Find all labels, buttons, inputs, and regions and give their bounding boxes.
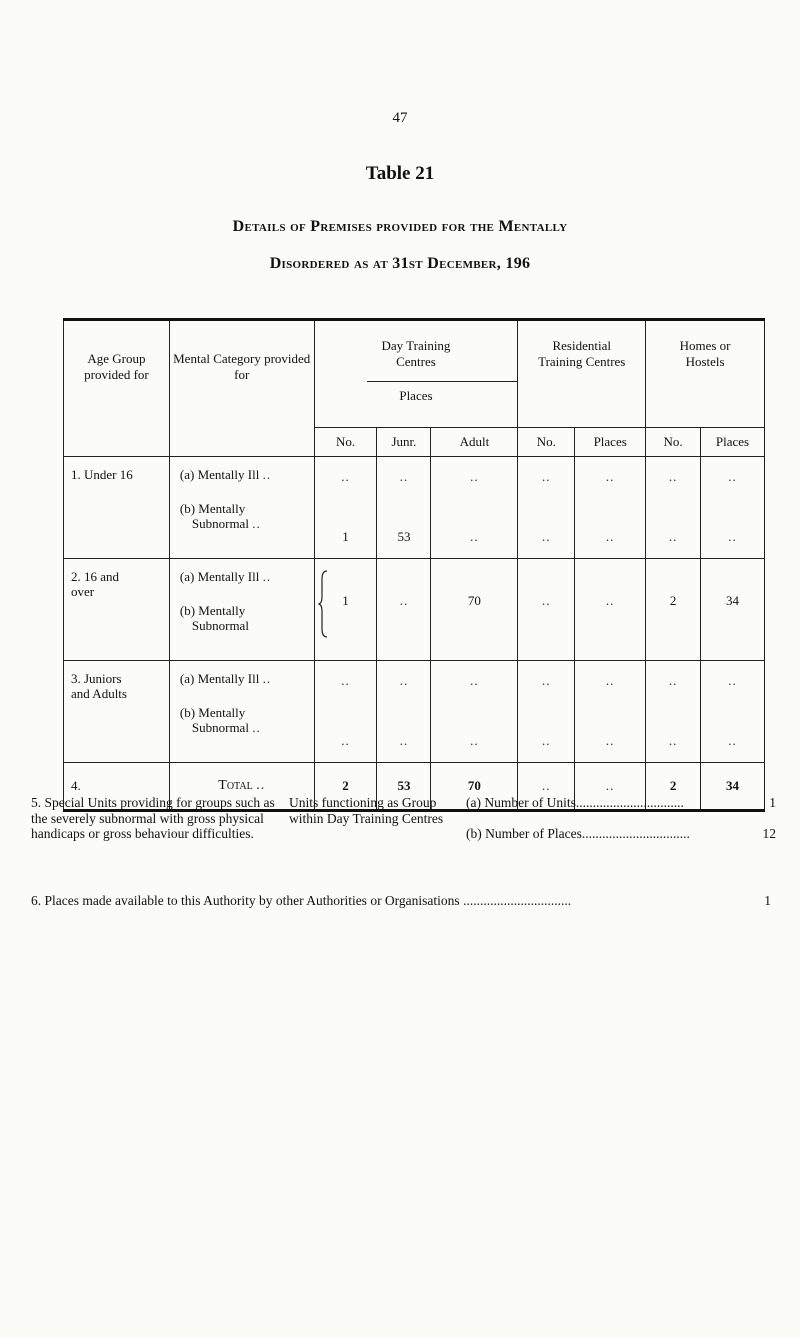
col-header-home-places: Places [701,428,765,457]
cell-value: .. [542,529,551,544]
note-6: 6. Places made available to this Authority by other Authorities or Organisations ................................ 1 [31,893,771,908]
cell-value: 53 [377,763,431,811]
cell-value: .. [470,733,479,748]
cell-value: .. [341,673,350,688]
row-categories: (a) Mentally Ill .. (b) Mentally Subnormal .. [169,457,314,559]
col-header-day-no: No. [314,428,377,457]
note-5b-value: 12 [762,825,776,841]
page-number: 47 [392,110,408,126]
row-group-label: 2. 16 and over [64,559,170,661]
cell-value: .. [542,733,551,748]
row-categories: (a) Mentally Ill .. (b) Mentally Subnormal [169,559,314,661]
col-header-res-places: Places [575,428,646,457]
cell-value: .. [605,593,615,608]
note-5-description: 5. Special Units providing for groups such as the severely subnormal with gross physical handicaps or gross behaviour difficulties. [31,795,275,841]
note-5a-value: 1 [769,795,776,810]
cell-value: .. [605,529,615,544]
table-title: Table 21 [365,163,435,184]
cell-value: .. [668,469,678,484]
cell-value: .. [728,673,737,688]
cell-value: .. [605,469,615,484]
heading-line-2: Disordered as at 31st December, 196 [269,255,531,272]
cell-value: .. [605,733,615,748]
cell-value: .. [668,529,678,544]
cell-value: .. [399,469,409,484]
note-5-units: Units functioning as Group within Day Training Centres [289,795,444,826]
row-group-label: 1. Under 16 [64,457,170,559]
day-training-label: Day Training Centres [381,338,451,369]
col-header-junr: Junr. [377,428,431,457]
cell-value: 2 [314,763,377,811]
cell-value: 1 [342,593,349,608]
row-group-label: 3. Juniors and Adults [64,661,170,763]
heading-line-1: Details of Premises provided for the Mentally [232,218,568,235]
cell-value: 34 [701,763,765,811]
premises-table [63,318,765,812]
col-header-day-training [314,320,518,428]
cell-value: 2 [646,763,701,811]
row-categories: (a) Mentally Ill .. (b) Mentally Subnormal .. [169,661,314,763]
cell-value: .. [728,733,737,748]
cell-value: 1 [342,529,349,544]
cell-value: .. [728,529,737,544]
cell-value: .. [399,733,409,748]
table-row [64,661,765,763]
cell-value: .. [341,469,350,484]
col-header-residential: Residential Training Centres [518,320,646,428]
cell-value: .. [542,673,551,688]
note-5b-label: (b) Number of Places [466,825,582,841]
cell-value: 70 [467,593,481,608]
cell-value: .. [542,593,551,608]
cell-value: 70 [431,763,518,811]
cell-value: .. [728,469,737,484]
cell-value: .. [605,673,615,688]
cell-value: 2 [669,593,677,608]
cell-value: .. [575,763,646,811]
category-a-label: (a) Mentally Ill [179,467,260,482]
table-row [64,559,765,661]
cell-value: 53 [397,529,411,544]
places-label: Places [399,388,433,403]
note-5-values: (a) Number of Units ................................ 1 (b) Number of Places ................................ 12 [466,795,776,841]
col-header-age-group: Age Group provided for [64,320,170,457]
cell-value: .. [399,673,409,688]
table-row [64,457,765,559]
cell-value: .. [542,469,551,484]
cell-value: .. [470,469,479,484]
total-row-number: 4. [64,763,170,811]
cell-value: .. [470,529,479,544]
cell-value: .. [341,733,350,748]
col-header-adult: Adult [431,428,518,457]
col-header-res-no: No. [518,428,575,457]
total-label: Total .. [169,763,314,811]
cell-value: .. [470,673,479,688]
note-6-label: 6. Places made available to this Authority by other Authorities or Organisations [31,893,460,908]
cell-value: 34 [726,593,740,608]
cell-value: .. [668,673,678,688]
col-header-homes: Homes or Hostels [646,320,765,428]
cell-value: .. [399,593,409,608]
cell-value: .. [518,763,575,811]
note-6-value: 1 [764,893,771,908]
note-5a-label: (a) Number of Units [466,795,576,810]
cell-value: .. [668,733,678,748]
col-header-mental-category: Mental Category provided for [169,320,314,457]
col-header-home-no: No. [646,428,701,457]
